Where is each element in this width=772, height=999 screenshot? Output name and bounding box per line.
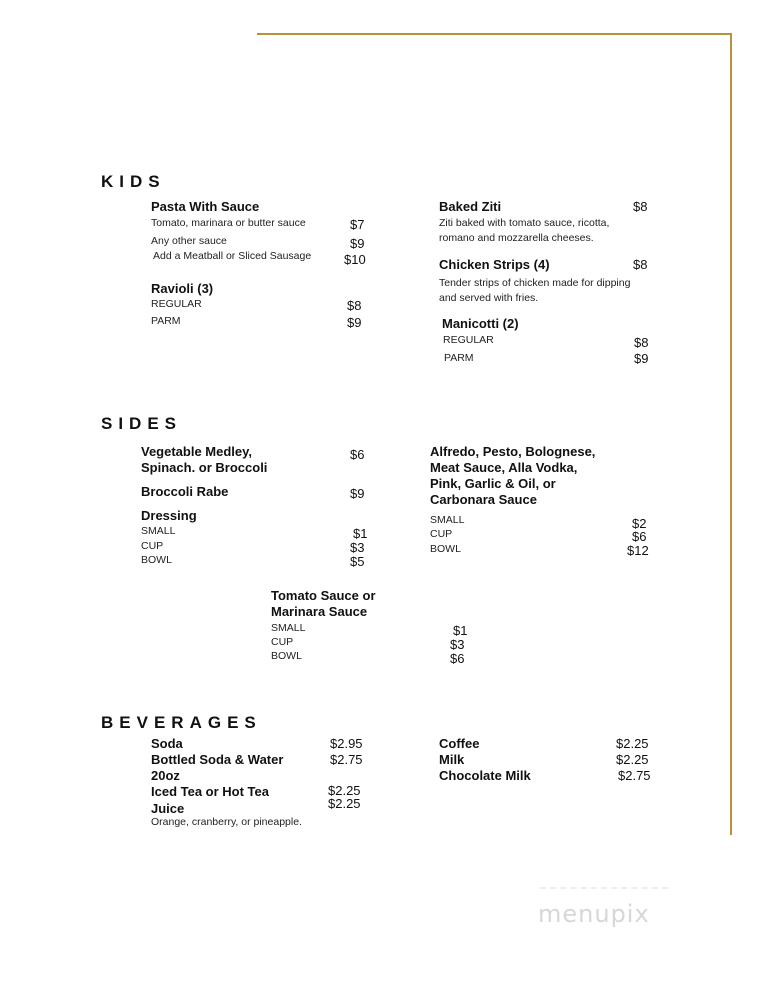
juice-desc: Orange, cranberry, or pineapple. — [151, 816, 302, 828]
baked-ziti-desc-2: romano and mozzarella cheeses. — [439, 232, 594, 244]
beverages-heading: BEVERAGES — [101, 713, 262, 732]
chicken-strips-desc-2: and served with fries. — [439, 292, 539, 304]
dressing-cup-price: $3 — [350, 540, 365, 555]
pasta-option-3-price: $10 — [344, 252, 366, 267]
ravioli-regular-label: REGULAR — [151, 298, 202, 310]
ravioli-regular-price: $8 — [347, 298, 362, 313]
watermark-dash — [540, 887, 668, 891]
manicotti-parm-label: PARM — [444, 352, 474, 364]
broccoli-rabe-name: Broccoli Rabe — [141, 484, 229, 499]
coffee-price: $2.25 — [616, 736, 649, 751]
kids-heading: KIDS — [101, 172, 166, 191]
veg-medley-name-1: Vegetable Medley, — [141, 444, 253, 459]
bottled-soda-name-2: 20oz — [151, 768, 180, 783]
ravioli-parm-price: $9 — [347, 315, 362, 330]
chicken-strips-name: Chicken Strips (4) — [439, 257, 550, 272]
tomato-cup-price: $3 — [450, 637, 465, 652]
pasta-option-1-label: Tomato, marinara or butter sauce — [151, 217, 306, 229]
chicken-strips-desc-1: Tender strips of chicken made for dipping — [439, 277, 631, 289]
sauces-name-3: Pink, Garlic & Oil, or — [430, 476, 556, 491]
manicotti-parm-price: $9 — [634, 351, 649, 366]
manicotti-name: Manicotti (2) — [442, 316, 519, 331]
sauces-cup-price: $6 — [632, 529, 647, 544]
dressing-bowl-price: $5 — [350, 554, 365, 569]
menupix-watermark: menupix — [538, 900, 650, 928]
baked-ziti-desc-1: Ziti baked with tomato sauce, ricotta, — [439, 217, 610, 229]
border-right-line — [730, 33, 732, 835]
sauces-small-price: $2 — [632, 516, 647, 531]
broccoli-rabe-price: $9 — [350, 486, 365, 501]
veg-medley-price: $6 — [350, 447, 365, 462]
tomato-sauce-name-1: Tomato Sauce or — [271, 588, 376, 603]
pasta-option-2-price: $9 — [350, 236, 365, 251]
dressing-cup-label: CUP — [141, 540, 164, 552]
juice-name: Juice — [151, 801, 185, 816]
sauces-bowl-price: $12 — [627, 543, 649, 558]
baked-ziti-name: Baked Ziti — [439, 199, 502, 214]
dressing-small-label: SMALL — [141, 525, 176, 537]
soda-name: Soda — [151, 736, 183, 751]
border-top-line — [257, 33, 731, 35]
dressing-name: Dressing — [141, 508, 197, 523]
pasta-option-3-label: Add a Meatball or Sliced Sausage — [153, 250, 312, 262]
dressing-bowl-label: BOWL — [141, 554, 172, 566]
tomato-cup-label: CUP — [271, 636, 294, 648]
sauces-name-4: Carbonara Sauce — [430, 492, 537, 507]
sauces-small-label: SMALL — [430, 514, 465, 526]
dressing-small-price: $1 — [353, 526, 368, 541]
milk-price: $2.25 — [616, 752, 649, 767]
pasta-option-2-label: Any other sauce — [151, 235, 227, 247]
manicotti-regular-price: $8 — [634, 335, 649, 350]
juice-price: $2.25 — [328, 796, 361, 811]
bottled-soda-name-1: Bottled Soda & Water — [151, 752, 284, 767]
sauces-name-2: Meat Sauce, Alla Vodka, — [430, 460, 578, 475]
chicken-strips-price: $8 — [633, 257, 648, 272]
sauces-name-1: Alfredo, Pesto, Bolognese, — [430, 444, 596, 459]
tomato-bowl-price: $6 — [450, 651, 465, 666]
pasta-with-sauce-name: Pasta With Sauce — [151, 199, 260, 214]
soda-price: $2.95 — [330, 736, 363, 751]
sauces-cup-label: CUP — [430, 528, 453, 540]
tea-price: $2.25 — [328, 783, 361, 798]
sauces-bowl-label: BOWL — [430, 543, 461, 555]
tomato-bowl-label: BOWL — [271, 650, 302, 662]
baked-ziti-price: $8 — [633, 199, 648, 214]
veg-medley-name-2: Spinach. or Broccoli — [141, 460, 268, 475]
coffee-name: Coffee — [439, 736, 480, 751]
sides-heading: SIDES — [101, 414, 183, 433]
tea-name: Iced Tea or Hot Tea — [151, 784, 269, 799]
pasta-option-1-price: $7 — [350, 217, 365, 232]
ravioli-parm-label: PARM — [151, 315, 181, 327]
tomato-sauce-name-2: Marinara Sauce — [271, 604, 368, 619]
chocolate-milk-price: $2.75 — [618, 768, 651, 783]
bottled-soda-price: $2.75 — [330, 752, 363, 767]
milk-name: Milk — [439, 752, 465, 767]
manicotti-regular-label: REGULAR — [443, 334, 494, 346]
tomato-small-label: SMALL — [271, 622, 306, 634]
ravioli-name: Ravioli (3) — [151, 281, 214, 296]
chocolate-milk-name: Chocolate Milk — [439, 768, 531, 783]
tomato-small-price: $1 — [453, 623, 468, 638]
